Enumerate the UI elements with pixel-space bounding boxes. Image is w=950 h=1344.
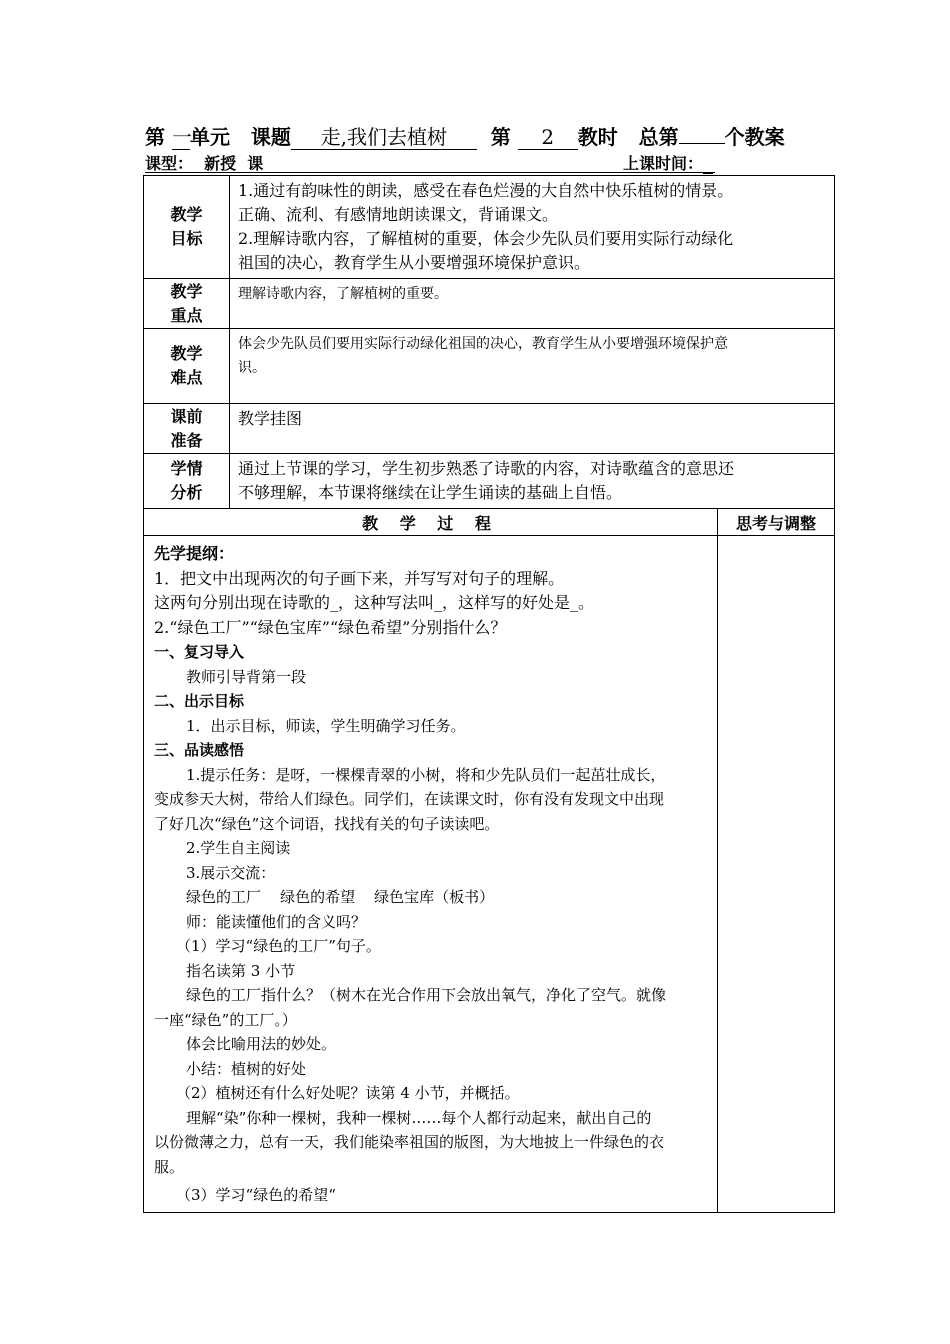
label-line-2: 重点 <box>170 305 203 325</box>
section-line: （3）学习“绿色的希望“ <box>176 1186 336 1204</box>
section-line: 小结：植树的好处 <box>186 1059 307 1078</box>
row-teaching-difficulty <box>144 329 835 404</box>
content-line: 理解诗歌内容，了解植树的重要。 <box>238 286 448 302</box>
label-line-2: 分析 <box>170 483 203 502</box>
lesson-type-value: 新授 课 <box>204 154 264 173</box>
content-line: 体会少先队员们要用实际行动绿化祖国的决心，教育学生从小要增强环境保护意 <box>238 336 728 352</box>
lesson-type-label: 课型： <box>145 154 194 173</box>
unit-number: 一 <box>171 125 192 149</box>
content-line: 教学挂图 <box>238 409 303 428</box>
label-line-1: 教学 <box>170 205 203 224</box>
label-line-1: 教学 <box>170 344 203 363</box>
section-line: 师：能读懂他们的含义吗？ <box>186 912 367 931</box>
label-line-2: 目标 <box>170 229 203 248</box>
section-title-review: 一、复习导入 <box>154 643 245 661</box>
total-prefix: 总第 <box>638 125 679 149</box>
process-content <box>144 536 718 1213</box>
section-line: 理解“染”你种一棵树，我种一棵树……每个人都行动起来，献出自己的 <box>186 1108 652 1127</box>
row-process-body <box>144 536 835 1213</box>
reflection-content <box>718 536 835 1213</box>
topic-label: 课题 <box>250 125 291 149</box>
content-line: 识。 <box>238 360 266 376</box>
section-line: 1．出示目标，师读，学生明确学习任务。 <box>186 716 466 735</box>
meta-underline <box>145 172 715 173</box>
reflection-header-text: 思考与调整 <box>735 513 816 533</box>
topic-value: 走,我们去植树 <box>291 125 477 150</box>
lesson-title-line <box>145 124 845 150</box>
content-line: 通过上节课的学习，学生初步熟悉了诗歌的内容，对诗歌蕴含的意思还 <box>238 459 735 478</box>
content-line: 1.通过有韵味性的朗读，感受在春色烂漫的大自然中快乐植树的情景。 <box>238 181 734 200</box>
section-line: 2.学生自主阅读 <box>186 839 291 857</box>
section-line: 1.提示任务：是呀，一棵棵青翠的小树，将和少先队员们一起茁壮成长， <box>186 765 666 784</box>
unit-prefix: 第 <box>145 125 165 149</box>
outline-title: 先学提纲： <box>154 544 235 563</box>
label-line-2: 难点 <box>170 368 203 387</box>
period-prefix: 第 <box>490 125 511 149</box>
period-number: 2 <box>518 125 578 150</box>
section-line: 以份微薄之力，总有一天，我们能染率祖国的版图，为大地披上一件绿色的衣 <box>154 1133 665 1151</box>
label-student-analysis <box>144 454 230 509</box>
label-line-1: 教学 <box>170 281 203 301</box>
section-title-goals: 二、出示目标 <box>154 692 245 710</box>
lesson-time-label: 上课时间： <box>623 154 704 173</box>
section-line: （2）植树还有什么好处呢？读第 4 小节，并概括。 <box>176 1084 520 1102</box>
content-line: 2.理解诗歌内容，了解植树的重要，体会少先队员们要用实际行动绿化 <box>238 229 734 248</box>
content-line: 不够理解，本节课将继续在让学生诵读的基础上自悟。 <box>238 483 623 502</box>
period-suffix: 教时 <box>577 125 618 149</box>
label-line-2: 准备 <box>170 430 203 450</box>
lesson-type <box>145 151 263 174</box>
row-teaching-goals <box>144 176 835 279</box>
row-teaching-focus <box>144 279 835 329</box>
section-line: 了好几次“绿色”这个词语，找找有关的句子读读吧。 <box>154 814 500 833</box>
section-line: 一座“绿色”的工厂。） <box>154 1010 297 1029</box>
label-teaching-difficulty <box>144 329 230 404</box>
section-line: 绿色的工厂 绿色的希望 绿色宝库（板书） <box>186 888 495 906</box>
total-number <box>679 143 725 144</box>
unit-suffix: 单元 <box>189 125 230 149</box>
content-line: 正确、流利、有感情地朗读课文，背诵课文。 <box>238 205 559 224</box>
content-student-analysis <box>230 454 835 509</box>
label-teaching-goals <box>144 176 230 279</box>
content-teaching-focus <box>230 279 835 329</box>
lesson-meta-line <box>145 151 835 173</box>
row-process-header <box>144 509 835 536</box>
row-preparation <box>144 404 835 454</box>
section-line: 指名读第 3 小节 <box>186 961 296 980</box>
label-teaching-focus <box>144 279 230 329</box>
section-line: 3.展示交流： <box>186 863 276 882</box>
section-line: 变成参天大树，带给人们绿色。同学们，在读课文时，你有没有发现文中出现 <box>154 790 665 808</box>
outline-item: 这两句分别出现在诗歌的_，这种写法叫_，这样写的好处是_。 <box>154 593 595 612</box>
total-suffix: 个教案 <box>724 125 785 149</box>
content-line: 祖国的决心，教育学生从小要增强环境保护意识。 <box>238 253 591 272</box>
label-line-1: 课前 <box>170 406 203 426</box>
label-line-1: 学情 <box>170 459 203 478</box>
content-teaching-difficulty <box>230 329 835 404</box>
process-header <box>144 509 718 536</box>
section-line: 教师引导背第一段 <box>186 667 307 686</box>
section-line: 绿色的工厂指什么？（树木在光合作用下会放出氧气，净化了空气。就像 <box>186 986 667 1004</box>
section-title-reading: 三、品读感悟 <box>154 741 245 759</box>
section-line: 服。 <box>154 1157 185 1176</box>
content-teaching-goals <box>230 176 835 279</box>
lesson-plan-table <box>143 175 835 1213</box>
lesson-time <box>623 151 713 174</box>
section-line: 体会比喻用法的妙处。 <box>186 1035 337 1053</box>
process-header-text: 教 学 过 程 <box>362 513 499 533</box>
label-preparation <box>144 404 230 454</box>
outline-item: 1．把文中出现两次的句子画下来，并写写对句子的理解。 <box>154 568 565 588</box>
outline-item: 2.“绿色工厂”“绿色宝库”“绿色希望”分别指什么？ <box>154 617 507 637</box>
reflection-header <box>718 509 835 536</box>
row-student-analysis <box>144 454 835 509</box>
section-line: （1）学习“绿色的工厂”句子。 <box>176 937 381 955</box>
content-preparation <box>230 404 835 454</box>
